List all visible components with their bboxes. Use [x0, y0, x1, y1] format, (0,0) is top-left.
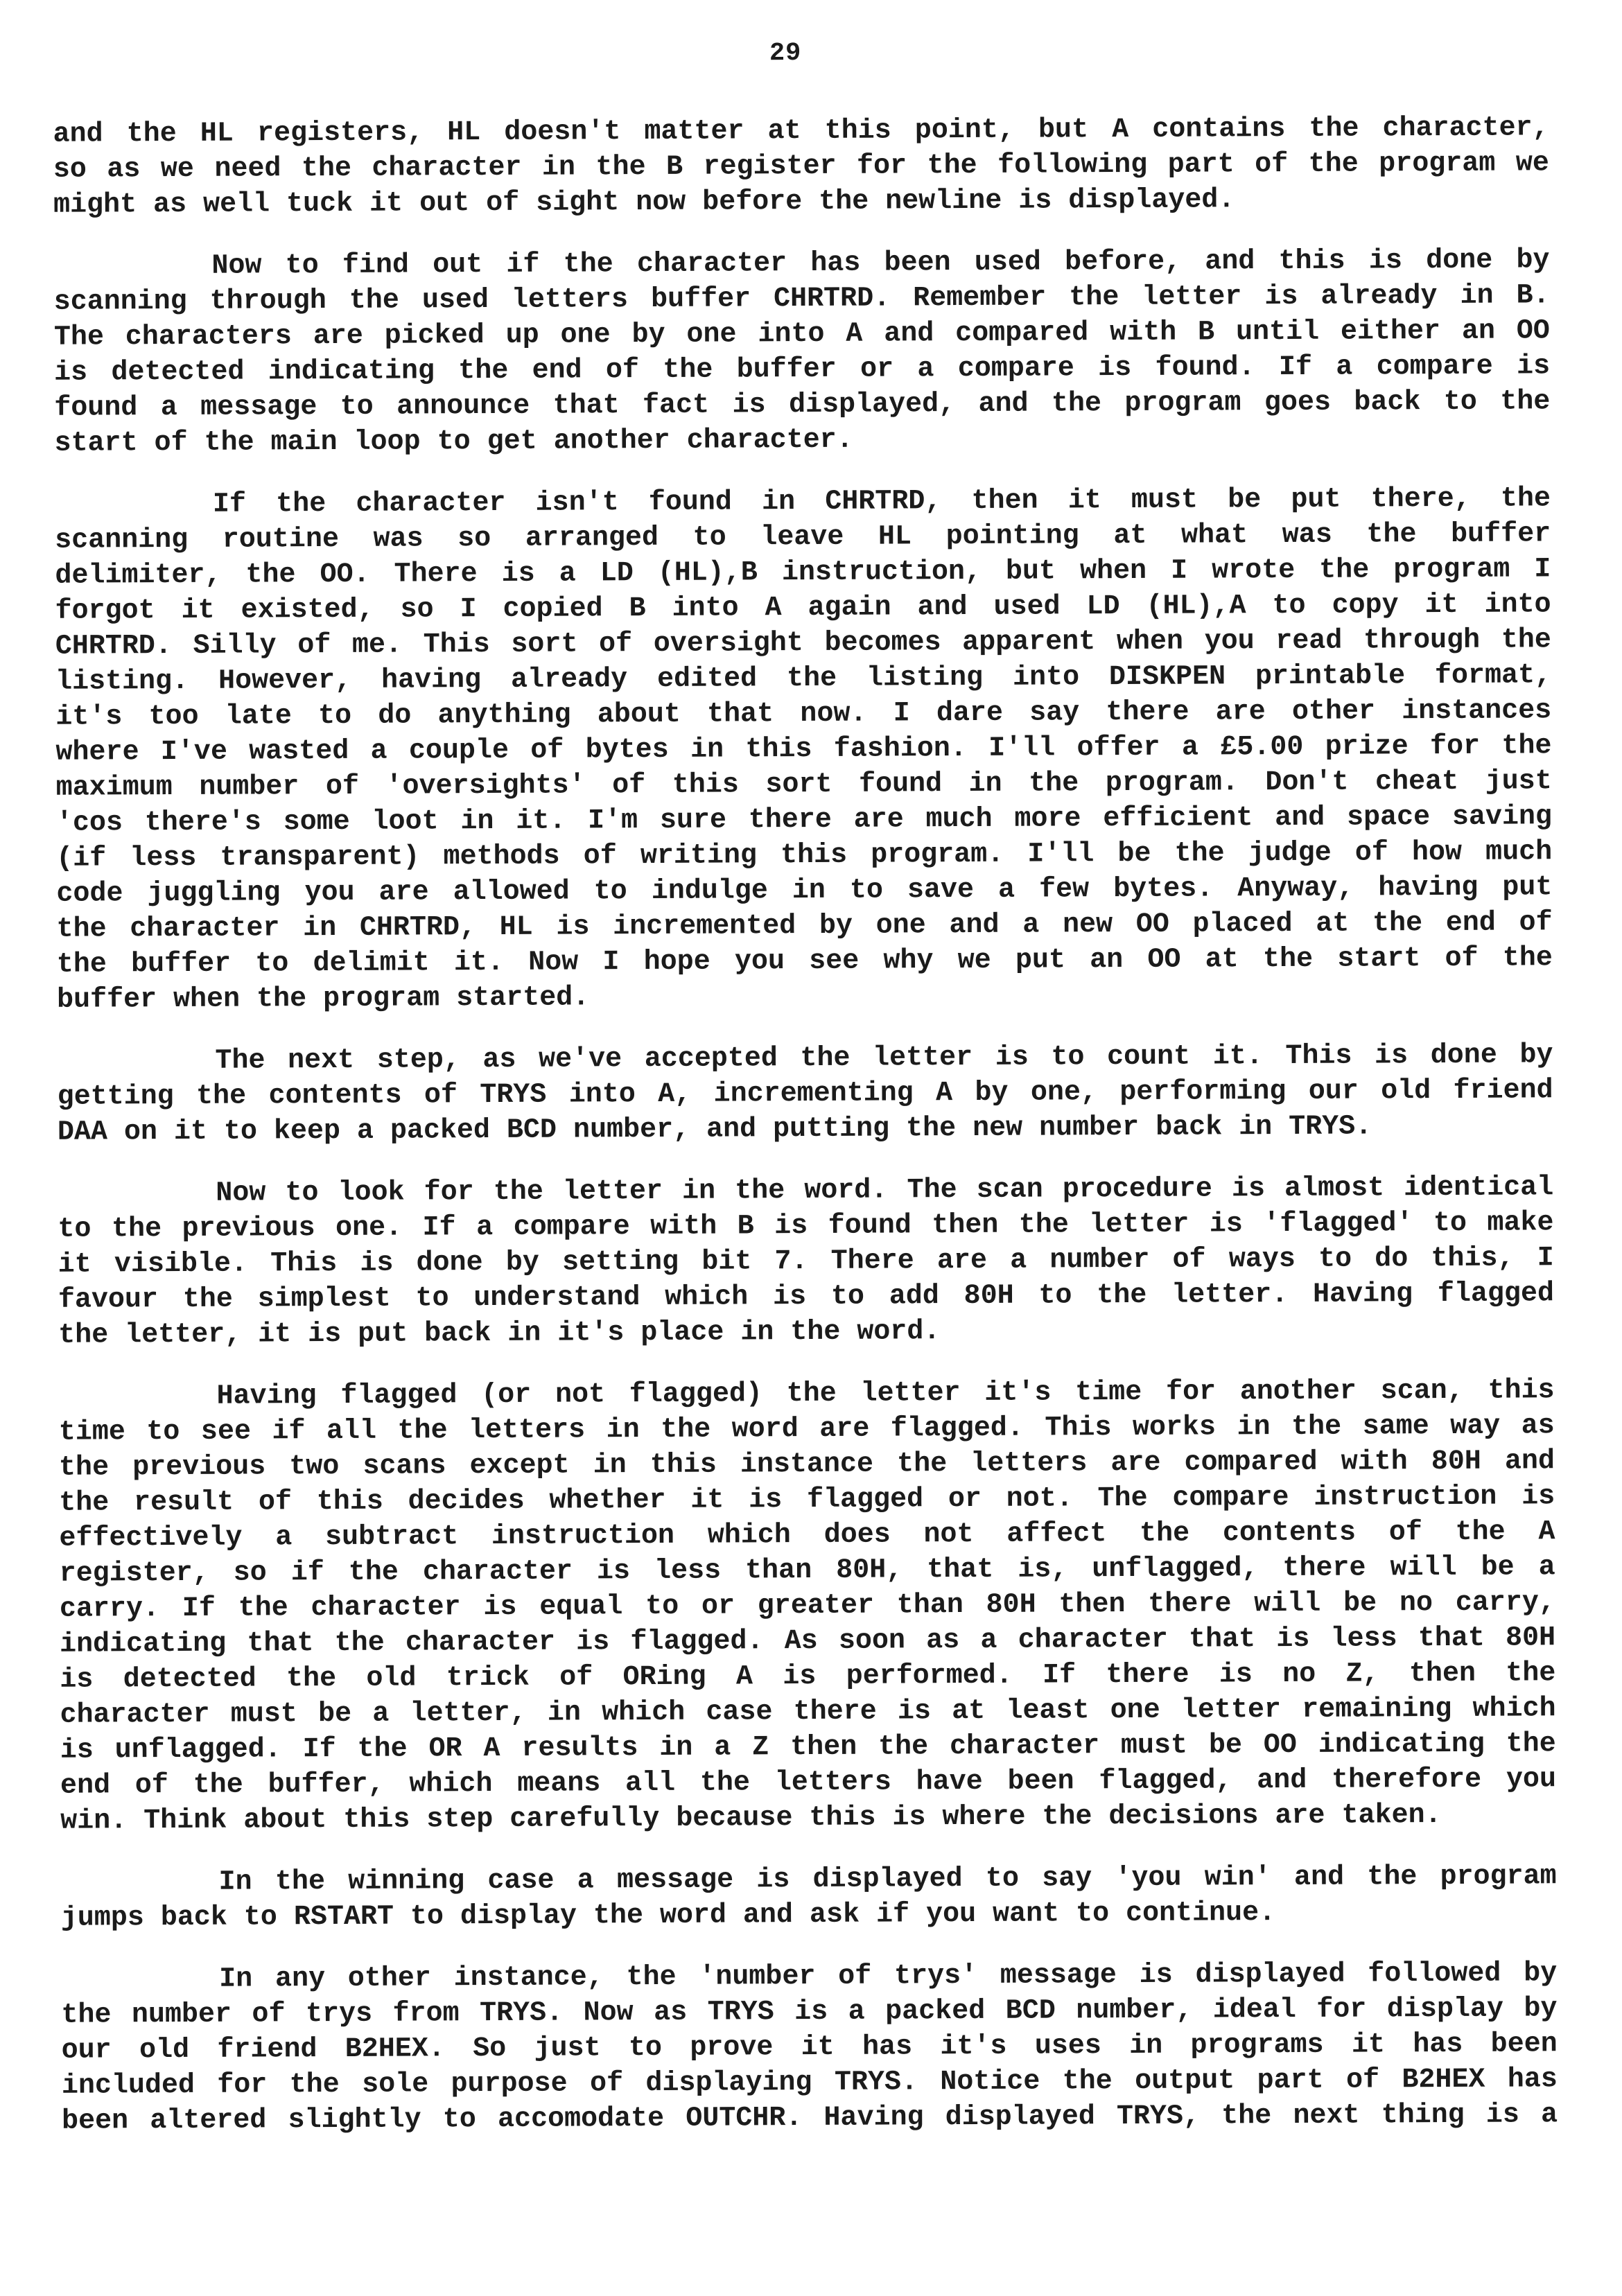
text-line: If the character isn't found in CHRTRD, then it must be put there, the: [212, 483, 1551, 520]
text-line: where I've wasted a couple of bytes in this fashion. I'll offer a £5.00 prize for the: [55, 730, 1552, 769]
text-line: Having flagged (or not flagged) the letter it's time for another scan, this: [216, 1375, 1555, 1412]
text-line: the result of this decides whether it is flagged or not. The compare instruction is: [59, 1481, 1555, 1519]
text-line: it's too late to do anything about that now. I dare say there are other instances: [55, 695, 1552, 733]
text-line: delimiter, the OO. There is a LD (HL),B instruction, but when I wrote the program I: [55, 554, 1551, 592]
text-line: our old friend B2HEX. So just to prove it has it's uses in programs it has been: [61, 2028, 1558, 2067]
text-line: the buffer to delimit it. Now I hope you see why we put an OO at the start of the: [56, 943, 1553, 981]
text-line: end of the buffer, which means all the letters have been flagged, and therefore you: [60, 1764, 1557, 1802]
text-line: Now to look for the letter in the word. The scan procedure is almost identical: [216, 1172, 1554, 1209]
paragraph: [58, 1373, 1556, 1839]
paragraph: [58, 1170, 1554, 1353]
text-line: favour the simplest to understand which is to add 80H to the letter. Having flagged: [58, 1278, 1555, 1316]
text-line: to the previous one. If a compare with B is found then the letter is 'flagged' to make: [58, 1207, 1554, 1245]
text-line: The characters are picked up one by one into A and compared with B until either an OO: [53, 315, 1550, 353]
text-line: (if less transparent) methods of writing this program. I'll be the judge of how much: [56, 836, 1553, 875]
text-line: scanning routine was so arranged to leave HL pointing at what was the buffer: [55, 518, 1551, 557]
paragraph: [61, 1859, 1557, 1936]
text-line: the letter, it is put back in it's place in the word.: [58, 1316, 941, 1351]
text-line: 'cos there's some loot in it. I'm sure there are much more efficient and space saving: [55, 801, 1553, 839]
text-line: In the winning case a message is displayed to say 'you win' and the program: [218, 1861, 1557, 1898]
text-line: carry. If the character is equal to or greater than 80H then there will be no carry,: [59, 1587, 1555, 1625]
text-line: been altered slightly to accomodate OUTCHR. Having displayed TRYS, the next thing is a: [62, 2099, 1558, 2137]
text-line: is detected the old trick of ORing A is performed. If there is no Z, then the: [60, 1658, 1556, 1696]
text-line: register, so if the character is less than 80H, that is, unflagged, there will be a: [59, 1552, 1555, 1590]
text-line: getting the contents of TRYS into A, incrementing A by one, performing our old friend: [57, 1075, 1553, 1113]
text-line: DAA on it to keep a packed BCD number, and putting the new number back in TRYS.: [57, 1111, 1372, 1148]
text-line: so as we need the character in the B register for the following part of the program we: [53, 148, 1549, 186]
text-line: jumps back to RSTART to display the word and ask if you want to continue.: [60, 1898, 1276, 1934]
text-line: forgot it existed, so I copied B into A again and used LD (HL),A to copy it into: [55, 589, 1551, 627]
paragraph: [55, 481, 1553, 1017]
text-line: might as well tuck it out of sight now before the newline is displayed.: [53, 184, 1235, 221]
text-line: win. Think about this step carefully because this is where the decisions are taken.: [60, 1800, 1442, 1837]
paragraph: [53, 110, 1550, 222]
text-line: found a message to announce that fact is displayed, and the program goes back to the: [54, 386, 1551, 424]
text-line: CHRTRD. Silly of me. This sort of oversight becomes apparent when you read through the: [55, 624, 1551, 663]
text-line: is detected indicating the end of the buffer or a compare is found. If a compare is: [54, 351, 1551, 389]
text-line: the character in CHRTRD, HL is incremented by one and a new OO placed at the end of: [56, 907, 1553, 945]
text-line: buffer when the program started.: [56, 982, 590, 1016]
paragraph: [57, 1037, 1553, 1150]
text-line: In any other instance, the 'number of trys' message is displayed followed by: [219, 1958, 1558, 1995]
text-line: and the HL registers, HL doesn't matter at this point, but A contains the character,: [53, 112, 1549, 150]
text-line: listing. However, having already edited the listing into DISKPEN printable format,: [55, 660, 1552, 698]
text-line: The next step, as we've accepted the letter is to count it. This is done by: [215, 1040, 1553, 1077]
text-line: is unflagged. If the OR A results in a Z then the character must be OO indicating the: [60, 1728, 1556, 1767]
page-body: [53, 110, 1558, 2139]
page-number: 29: [769, 39, 802, 69]
text-line: character must be a letter, in which case there is at least one letter remaining which: [60, 1693, 1556, 1731]
text-line: it visible. This is done by setting bit 7. There are a number of ways to do this, I: [58, 1243, 1554, 1281]
text-line: scanning through the used letters buffer CHRTRD. Remember the letter is already in B.: [53, 280, 1550, 318]
text-line: start of the main loop to get another character.: [54, 424, 853, 459]
paragraph: [61, 1956, 1558, 2139]
text-line: maximum number of 'oversights' of this sort found in the program. Don't cheat just: [55, 766, 1552, 804]
text-line: indicating that the character is flagged. As soon as a character that is less that 80H: [60, 1622, 1556, 1660]
text-line: the number of trys from TRYS. Now as TRYS is a packed BCD number, ideal for display by: [61, 1993, 1558, 2031]
text-line: Now to find out if the character has been used before, and this is done by: [211, 245, 1550, 282]
paragraph: [53, 243, 1550, 461]
text-line: the previous two scans except in this instance the letters are compared with 80H and: [58, 1446, 1555, 1484]
text-line: code juggling you are allowed to indulge in to save a few bytes. Anyway, having put: [56, 872, 1553, 910]
text-line: effectively a subtract instruction which does not affect the contents of the A: [59, 1516, 1555, 1554]
text-line: time to see if all the letters in the word are flagged. This works in the same way as: [58, 1410, 1555, 1448]
text-line: included for the sole purpose of displaying TRYS. Notice the output part of B2HEX has: [61, 2064, 1558, 2102]
